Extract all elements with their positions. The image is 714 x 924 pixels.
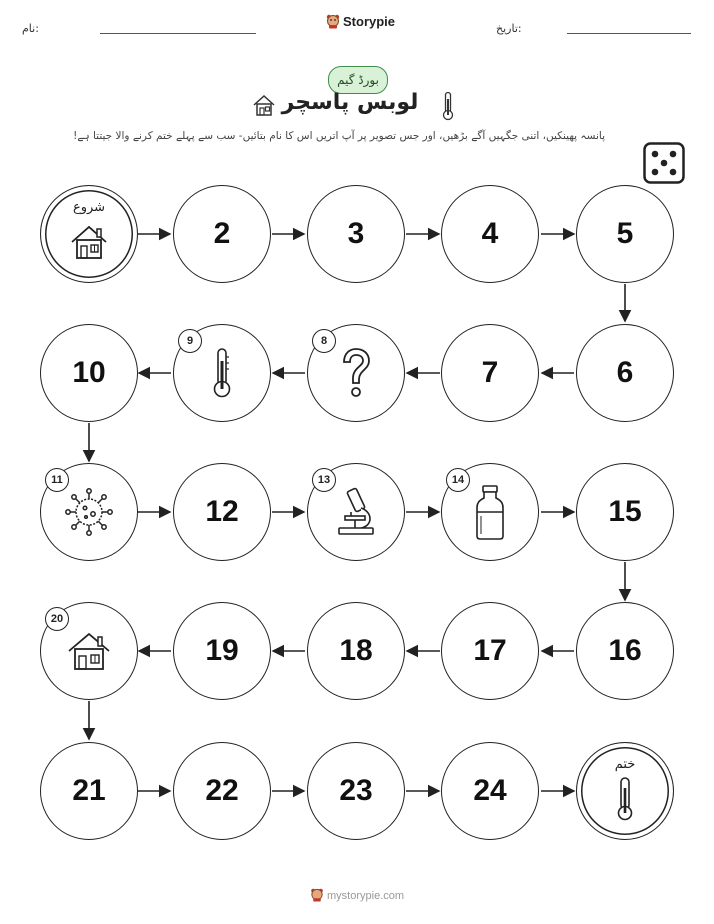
cell-19[interactable]: 19 bbox=[173, 602, 271, 700]
name-label: نام: bbox=[22, 22, 39, 35]
board-game-tag: بورڈ گیم bbox=[328, 66, 388, 94]
cell-number-badge: 9 bbox=[178, 329, 202, 353]
cell-number-badge: 11 bbox=[45, 468, 69, 492]
germ-icon bbox=[64, 487, 114, 537]
house-icon bbox=[69, 224, 109, 260]
end-label: ختم bbox=[614, 757, 636, 772]
cell-3[interactable]: 3 bbox=[307, 185, 405, 283]
cell-18[interactable]: 18 bbox=[307, 602, 405, 700]
thermometer-icon bbox=[615, 776, 635, 822]
cell-6[interactable]: 6 bbox=[576, 324, 674, 422]
cell-22[interactable]: 22 bbox=[173, 742, 271, 840]
footer-url[interactable]: mystorypie.com bbox=[327, 890, 405, 902]
cell-number-badge: 13 bbox=[312, 468, 336, 492]
date-label: تاریخ: bbox=[496, 22, 522, 35]
bear-logo-icon bbox=[310, 887, 324, 902]
cell-12[interactable]: 12 bbox=[173, 463, 271, 561]
cell-number-badge: 20 bbox=[45, 607, 69, 631]
start-label: شروع bbox=[72, 200, 106, 215]
cell-5[interactable]: 5 bbox=[576, 185, 674, 283]
cell-number-badge: 8 bbox=[312, 329, 336, 353]
microscope-icon bbox=[331, 486, 381, 538]
cell-10[interactable]: 10 bbox=[40, 324, 138, 422]
house-icon bbox=[66, 631, 112, 671]
thermometer-icon bbox=[211, 347, 233, 399]
cell-11[interactable] bbox=[40, 463, 138, 561]
milk-bottle-icon bbox=[475, 484, 505, 540]
cell-15[interactable]: 15 bbox=[576, 463, 674, 561]
cell-9[interactable] bbox=[173, 324, 271, 422]
cell-16[interactable]: 16 bbox=[576, 602, 674, 700]
cell-20[interactable] bbox=[40, 602, 138, 700]
cell-17[interactable]: 17 bbox=[441, 602, 539, 700]
cell-14[interactable] bbox=[441, 463, 539, 561]
cell-23[interactable]: 23 bbox=[307, 742, 405, 840]
end-cell[interactable] bbox=[576, 742, 674, 840]
cell-number-badge: 14 bbox=[446, 468, 470, 492]
cell-21[interactable]: 21 bbox=[40, 742, 138, 840]
cell-4[interactable]: 4 bbox=[441, 185, 539, 283]
footer bbox=[0, 887, 714, 902]
page-title: لوبس پاسچر bbox=[281, 90, 419, 115]
brand-name: Storypie bbox=[343, 13, 396, 29]
question-icon bbox=[339, 347, 373, 399]
cell-2[interactable]: 2 bbox=[173, 185, 271, 283]
cell-24[interactable]: 24 bbox=[441, 742, 539, 840]
start-cell[interactable] bbox=[40, 185, 138, 283]
cell-8[interactable] bbox=[307, 324, 405, 422]
cell-7[interactable]: 7 bbox=[441, 324, 539, 422]
instructions: پانسہ پھینکیں، اتنی جگہیں آگے بڑھیں، اور جس تصویر پر آپ اتریں اس کا نام بتائیں- سب سے پہلے ختم کرنے والا جیتتا ہے! bbox=[73, 130, 605, 142]
cell-13[interactable] bbox=[307, 463, 405, 561]
